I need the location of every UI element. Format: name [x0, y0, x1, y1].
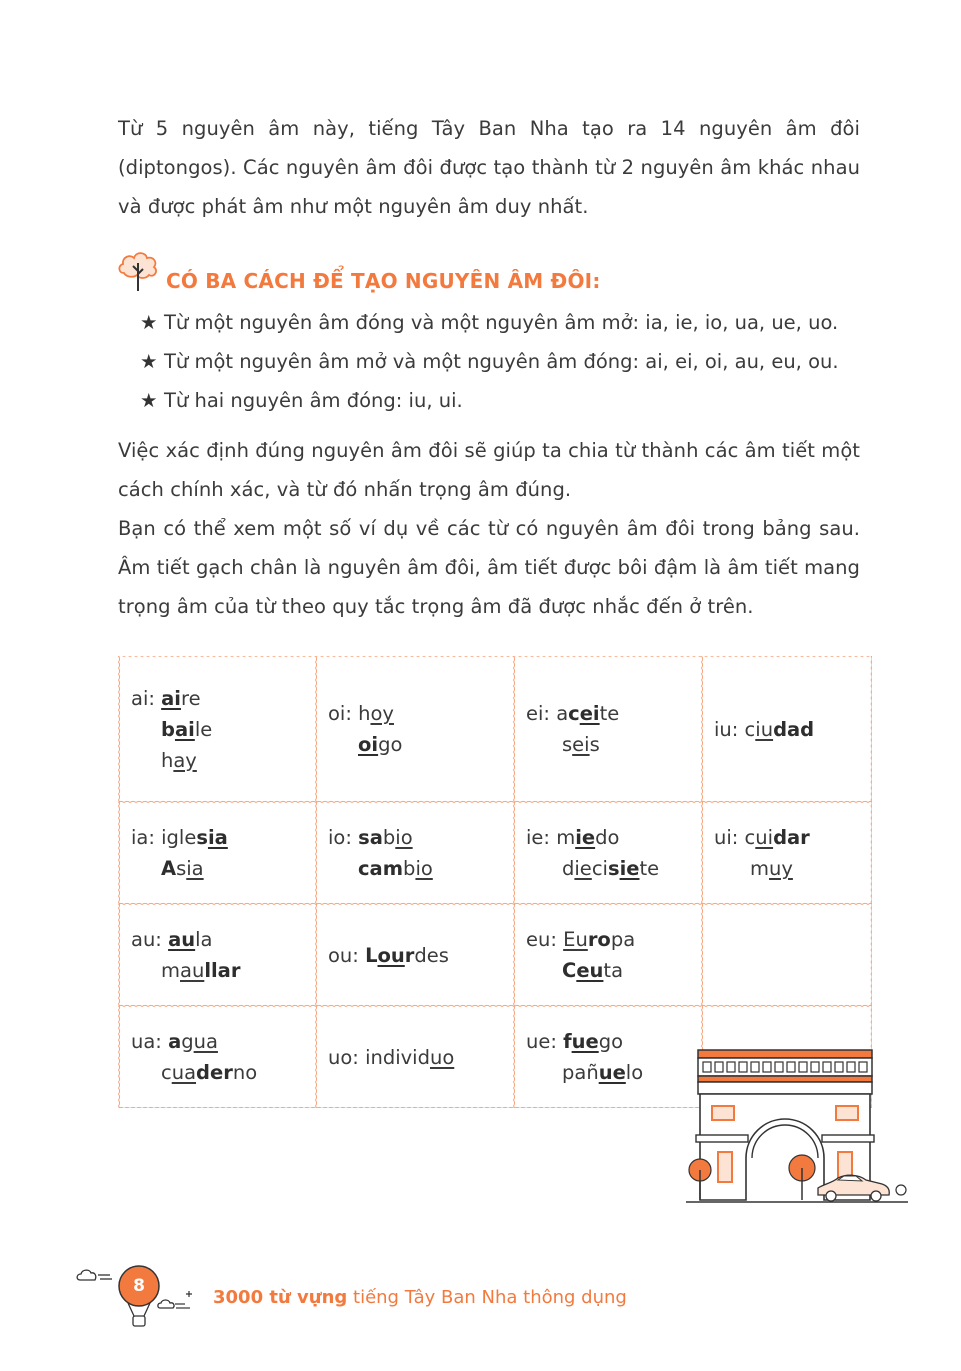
grid-line	[514, 656, 515, 1108]
book-title: 3000 từ vựng tiếng Tây Ban Nha thông dụng	[213, 1287, 627, 1308]
example-word: ui: cuidar	[714, 826, 810, 849]
diphthong-label: ia:	[131, 826, 162, 849]
list-item: ★ Từ một nguyên âm đóng và một nguyên âm mở: ia, ie, io, ua, ue, uo.	[140, 303, 862, 342]
section-heading	[116, 247, 856, 301]
table-cell	[526, 1026, 643, 1088]
example-word: au: aula	[131, 928, 213, 951]
example-word: Ceuta	[562, 959, 624, 982]
table-cell	[328, 698, 402, 760]
diphthong-label: au:	[131, 928, 169, 951]
example-word: pañuelo	[562, 1061, 644, 1084]
example-word: maullar	[161, 959, 241, 982]
diphthong-label: ui:	[714, 826, 745, 849]
example-word: eu: Europa	[526, 928, 636, 951]
example-word: ie: miedo	[526, 826, 620, 849]
example-word: cuaderno	[161, 1061, 258, 1084]
heading-text: CÓ BA CÁCH ĐỂ TẠO NGUYÊN ÂM ĐÔI:	[166, 269, 601, 293]
hot-air-balloon-icon	[0, 1258, 200, 1338]
diphthong-label: uo:	[328, 1045, 366, 1069]
example-word: oigo	[358, 733, 403, 756]
table-cell	[526, 698, 619, 760]
table-cell	[328, 1042, 454, 1073]
table-cell	[714, 822, 810, 884]
example-word: cambio	[358, 857, 433, 880]
example-word: muy	[750, 857, 793, 880]
diphthong-label: oi:	[328, 702, 359, 725]
example-word: seis	[562, 733, 600, 756]
star-icon: ★	[140, 311, 158, 334]
diphthong-label: eu:	[526, 928, 564, 951]
grid-line	[118, 801, 872, 802]
example-word: Asia	[161, 857, 204, 880]
star-icon: ★	[140, 350, 158, 373]
bullet-list	[140, 303, 862, 420]
page-number: 8	[133, 1276, 145, 1296]
diphthong-label: ie:	[526, 826, 557, 849]
example-word: ou: Lourdes	[328, 943, 449, 967]
tree-icon	[116, 247, 162, 293]
diphthong-label: ei:	[526, 702, 557, 725]
arc-de-triomphe-illustration	[686, 1040, 908, 1206]
example-word: ua: agua	[131, 1030, 218, 1053]
table-cell	[526, 924, 635, 986]
example-word: iu: ciudad	[714, 717, 815, 741]
example-word: ia: iglesia	[131, 826, 228, 849]
body-paragraph: Việc xác định đúng nguyên âm đôi sẽ giúp ta chia từ thành các âm tiết một cách chính xác, và từ đó nhấn trọng âm đúng. Bạn có thể xem một số ví dụ về các từ có nguyên âm đôi trong bảng sau. Âm tiết gạch chân là nguyên âm đôi, âm tiết được bôi đậm là âm tiết mang trọng âm của từ theo quy tắc trọng âm đã được nhắc đến ở trên.	[118, 439, 860, 618]
example-word: io: sabio	[328, 826, 413, 849]
table-cell	[714, 714, 814, 745]
table-cell	[526, 822, 659, 884]
list-item: ★ Từ một nguyên âm mở và một nguyên âm đóng: ai, ei, oi, au, eu, ou.	[140, 342, 862, 381]
example-word: diecisiete	[562, 857, 660, 880]
example-word: baile	[161, 717, 213, 741]
table-cell	[131, 822, 228, 884]
table-cell	[328, 940, 449, 971]
example-word: uo: individuo	[328, 1045, 455, 1069]
grid-line	[118, 1005, 872, 1006]
list-item: ★ Từ hai nguyên âm đóng: iu, ui.	[140, 381, 862, 420]
table-cell	[328, 822, 433, 884]
intro-paragraph: Từ 5 nguyên âm này, tiếng Tây Ban Nha tạo ra 14 nguyên âm đôi (diptongos). Các nguyên âm đôi được tạo thành từ 2 nguyên âm khác nhau và được phát âm như một nguyên âm duy nhất.	[118, 117, 860, 218]
grid-line	[316, 656, 317, 1108]
table-cell	[131, 924, 240, 986]
grid-line	[118, 903, 872, 904]
example-word: oi: hoy	[328, 702, 394, 725]
diphthong-label: ou:	[328, 943, 366, 967]
table-cell	[131, 1026, 257, 1088]
page-footer	[0, 1258, 961, 1338]
table-cell	[131, 683, 212, 776]
diphthong-label: ua:	[131, 1030, 169, 1053]
example-word: ue: fuego	[526, 1030, 624, 1053]
diphthong-label: ai:	[131, 686, 162, 710]
diphthong-label: iu:	[714, 717, 745, 741]
star-icon: ★	[140, 389, 158, 412]
example-word: hay	[161, 748, 197, 772]
example-word: ei: aceite	[526, 702, 620, 725]
grid-line	[119, 656, 120, 1108]
diphthong-label: io:	[328, 826, 359, 849]
example-word: ai: aire	[131, 686, 201, 710]
grid-line	[118, 656, 872, 657]
diphthong-label: ue:	[526, 1030, 564, 1053]
